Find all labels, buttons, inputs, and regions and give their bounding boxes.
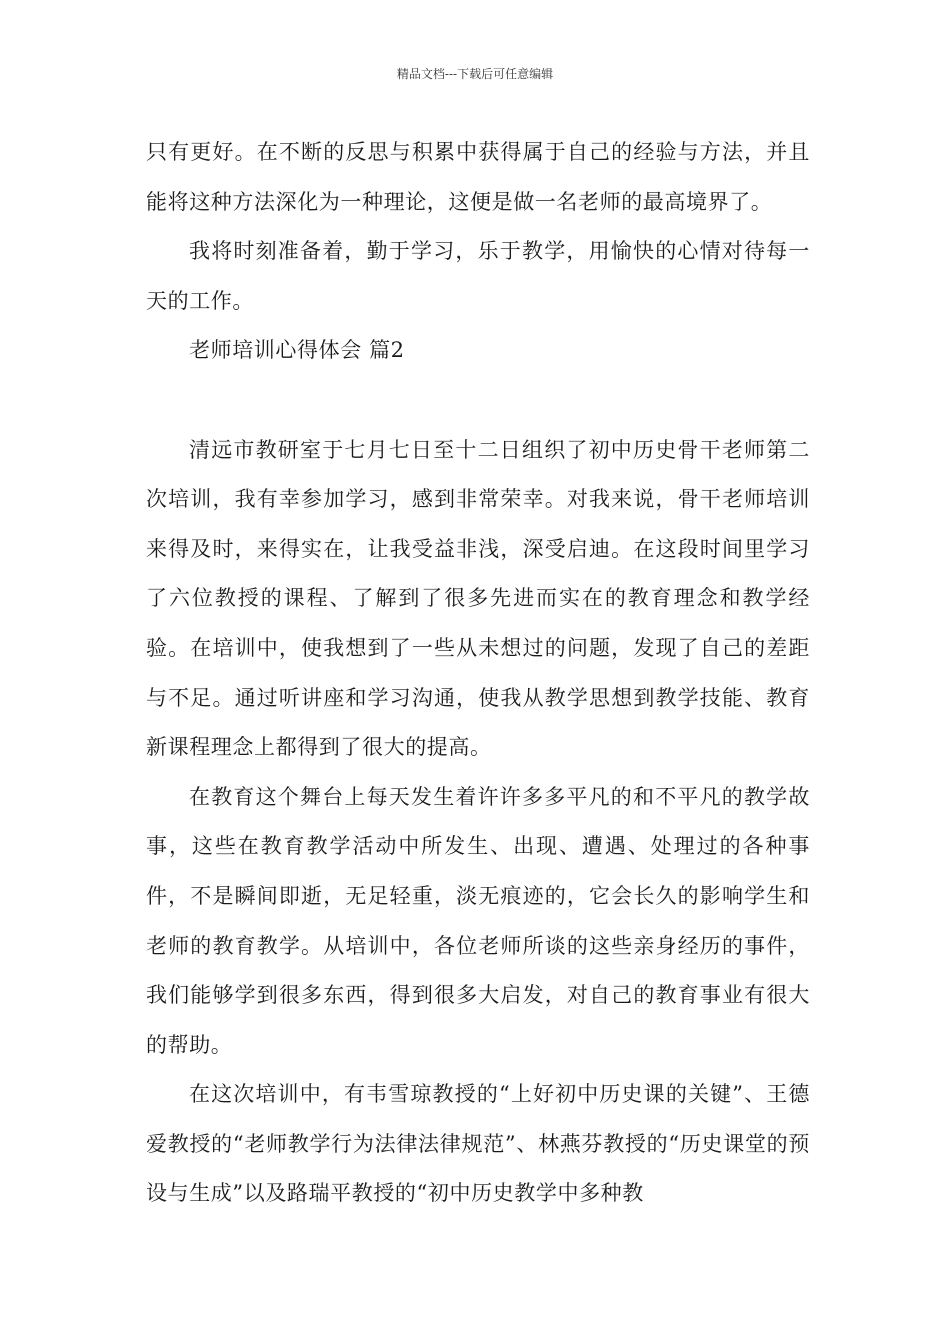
page-header: 精品文档---下载后可任意编辑 <box>396 67 554 81</box>
paragraph: 清远市教研室于七月七日至十二日组织了初中历史骨干老师第二次培训，我有幸参加学习，感到非常荣幸。对我来说，骨干老师培训来得及时，来得实在，让我受益非浅，深受启迪。在这段时间里学习了六位教授的课程、了解到了很多先进而实在的教育理念和教学经验。在培训中，使我想到了一些从未想过的问题，发现了自己的差距与不足。通过听讲座和学习沟通，使我从教学思想到教学技能、教育新课程理念上都得到了很大的提高。 <box>146 437 810 760</box>
paragraph: 在这次培训中，有韦雪琼教授的“上好初中历史课的关键”、王德爱教授的“老师教学行为法律法律规范”、林燕芬教授的“历史课堂的预设与生成”以及路瑞平教授的“初中历史教学中多种教 <box>146 1082 810 1206</box>
paragraph: 在教育这个舞台上每天发生着许许多多平凡的和不平凡的教学故事，这些在教育教学活动中所发生、出现、遭遇、处理过的各种事件，不是瞬间即逝，无足轻重，淡无痕迹的，它会长久的影响学生和老师的教育教学。从培训中，各位老师所谈的这些亲身经历的事件，我们能够学到很多东西，得到很多大启发，对自己的教育事业有很大的帮助。 <box>146 784 810 1057</box>
paragraph-continuation: 只有更好。在不断的反思与积累中获得属于自己的经验与方法，并且能将这种方法深化为一种理论，这便是做一名老师的最高境界了。 <box>146 140 810 214</box>
paragraph: 我将时刻准备着，勤于学习，乐于教学，用愉快的心情对待每一天的工作。 <box>146 239 810 313</box>
blank-line <box>146 376 810 426</box>
document-body <box>146 128 810 1219</box>
section-heading: 老师培训心得体会 篇2 <box>189 338 405 363</box>
